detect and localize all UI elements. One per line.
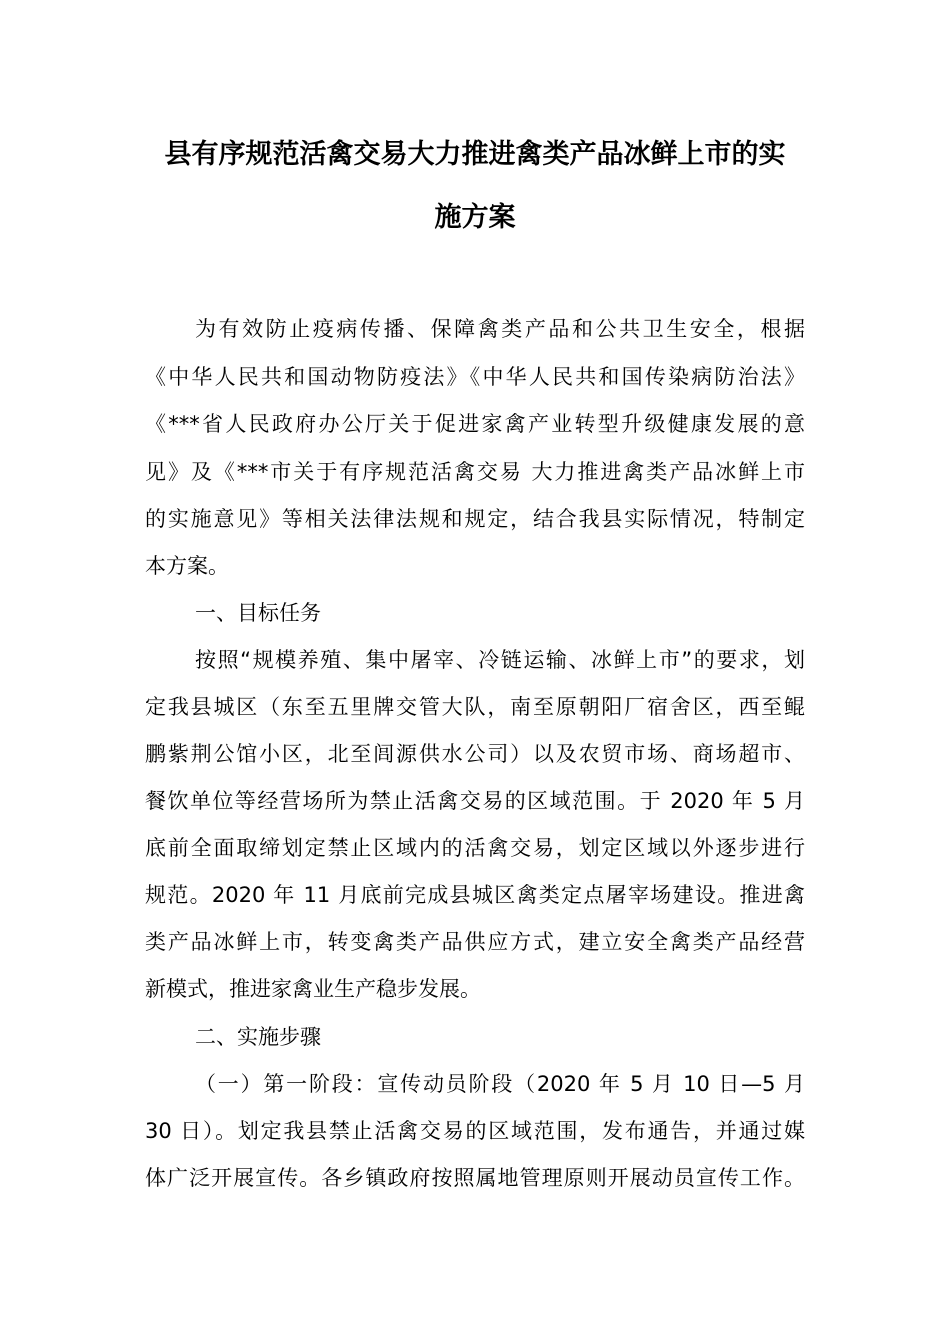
section1-paragraph-line: 类产品冰鲜上市，转变禽类产品供应方式，建立安全禽类产品经营 (145, 930, 805, 954)
section2-paragraph-line: （一）第一阶段：宣传动员阶段（2020 年 5 月 10 日—5 月 (195, 1072, 805, 1096)
document-title-line-2: 施方案 (434, 202, 516, 233)
section1-paragraph-line: 底前全面取缔划定禁止区域内的活禽交易，划定区域以外逐步进行 (145, 836, 805, 860)
section1-paragraph-line: 餐饮单位等经营场所为禁止活禽交易的区域范围。于 2020 年 5 月 (145, 789, 805, 813)
intro-paragraph-line: 的实施意见》等相关法律法规和规定，结合我县实际情况，特制定 (145, 507, 805, 531)
intro-paragraph-line: 《中华人民共和国动物防疫法》《中华人民共和国传染病防治法》 (145, 365, 805, 389)
intro-paragraph-line: 《***省人民政府办公厅关于促进家禽产业转型升级健康发展的意 (145, 412, 805, 436)
intro-paragraph-line: 本方案。 (145, 554, 229, 578)
section1-paragraph-line: 按照“规模养殖、集中屠宰、冷链运输、冰鲜上市”的要求，划 (195, 648, 805, 672)
section1-paragraph-line: 定我县城区（东至五里牌交管大队，南至原朝阳厂宿舍区，西至鲲 (145, 695, 805, 719)
section1-paragraph-line: 规范。2020 年 11 月底前完成县城区禽类定点屠宰场建设。推进禽 (145, 883, 805, 907)
section2-paragraph-line: 30 日）。划定我县禁止活禽交易的区域范围，发布通告，并通过媒 (145, 1119, 805, 1143)
section1-paragraph-line: 新模式，推进家禽业生产稳步发展。 (145, 977, 481, 1001)
section2-paragraph-line: 体广泛开展宣传。各乡镇政府按照属地管理原则开展动员宣传工作。 (145, 1166, 805, 1190)
section-heading-goals: 一、目标任务 (195, 601, 321, 625)
intro-paragraph-line: 见》及《***市关于有序规范活禽交易 大力推进禽类产品冰鲜上市 (145, 460, 805, 484)
section-heading-steps: 二、实施步骤 (195, 1025, 321, 1049)
document-title-line-1: 县有序规范活禽交易大力推进禽类产品冰鲜上市的实 (164, 139, 786, 170)
intro-paragraph-line: 为有效防止疫病传播、保障禽类产品和公共卫生安全，根据 (195, 317, 805, 341)
section1-paragraph-line: 鹏紫荆公馆小区，北至闾源供水公司）以及农贸市场、商场超市、 (145, 742, 805, 766)
